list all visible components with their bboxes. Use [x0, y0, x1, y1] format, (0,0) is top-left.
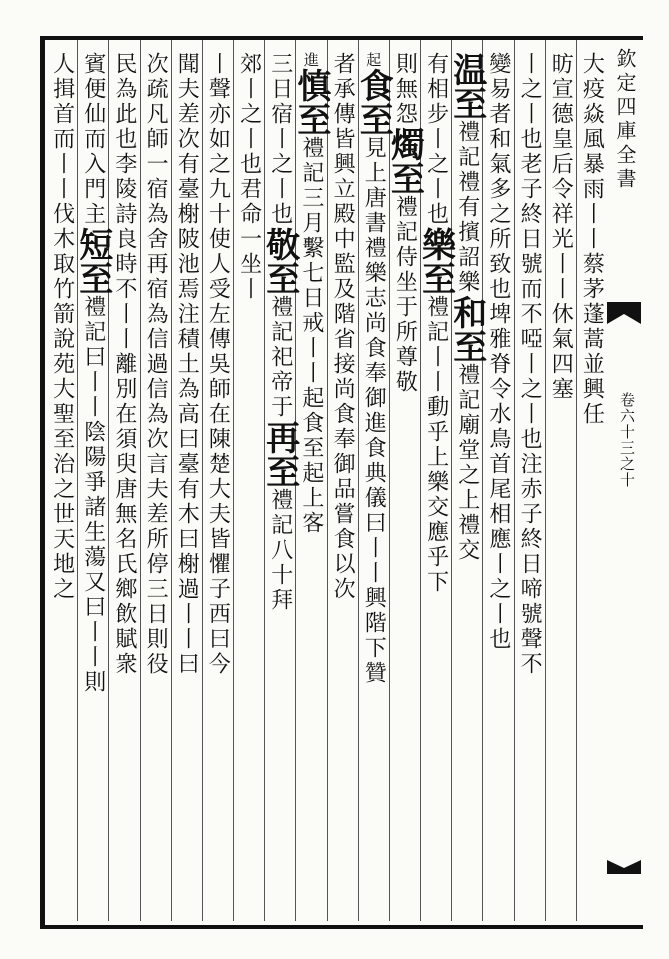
- text-column-c7: [384, 52, 425, 912]
- text-segment: 禮記曰丨丨陰陽爭諸生蕩又曰丨丨則: [80, 295, 106, 695]
- text-segment: 次疏凡師一宿為舍再宿為信過信為次言夫差所停三日則役: [143, 52, 169, 677]
- text-segment: 則無怨: [392, 52, 418, 127]
- text-column-c17: [72, 52, 113, 912]
- text-column-c8: [353, 52, 394, 912]
- text-segment: 賓便仙而入門主: [80, 52, 106, 227]
- text-segment: 有相步丨之丨也: [423, 52, 449, 227]
- headword: 至: [353, 102, 394, 136]
- headword: 至: [446, 86, 487, 120]
- text-segment: 郊丨之丨也: [236, 52, 262, 177]
- text-segment: 君命一坐丨: [236, 177, 262, 302]
- text-segment: 昉宣德皇后令祥光丨丨休氣四塞: [548, 52, 574, 402]
- headword: 至: [290, 102, 331, 136]
- text-segment: 三日宿丨之丨也: [267, 52, 293, 227]
- text-segment: 禮記祀帝于: [267, 295, 293, 420]
- headword: 再: [259, 420, 300, 454]
- headword: 燭: [384, 127, 425, 161]
- text-segment: 民為此也李陵詩良時不丨丨離別在須臾唐無名氏鄉飲賦衆: [111, 52, 137, 677]
- text-segment: 聞夫差次有臺榭陂池焉注積土為高曰臺有木曰榭過丨丨曰: [174, 52, 200, 677]
- text-segment: 變易者和氣多之所致也埤雅脊令水鳥首尾相應丨之丨也: [485, 52, 511, 652]
- headword: 短: [72, 227, 113, 261]
- headword: 慎: [290, 68, 331, 102]
- text-segment: 禮記侍坐于所尊敬: [392, 195, 418, 395]
- headword: 至: [446, 329, 487, 363]
- headword: 敬: [259, 227, 300, 261]
- headword: 至: [72, 261, 113, 295]
- text-segment: 起: [364, 52, 383, 68]
- headword: 食: [353, 68, 394, 102]
- text-segment: 伐木取竹箭說苑大聖至治之世天地之: [49, 202, 75, 602]
- text-column-c13: [200, 52, 234, 912]
- text-segment: 禮記廟堂之上禮交: [454, 363, 480, 563]
- lower-fishtail-mark-icon: [607, 860, 641, 874]
- headword: 和: [446, 295, 487, 329]
- text-segment: 見上唐書禮樂志尚食奉御進食典儀曰丨丨興階下贊: [361, 136, 387, 686]
- headword: 至: [415, 261, 456, 295]
- text-column-c18: [45, 52, 79, 912]
- text-segment: 禮記三月繫七日戒: [298, 136, 324, 336]
- text-segment: 丨之丨也老子終日號而不啞丨之丨也注赤子終日啼號聲不: [517, 52, 543, 677]
- text-column-c3: [512, 52, 546, 912]
- text-column-c1: [574, 52, 608, 912]
- text-segment: 動乎上樂交應乎下: [423, 395, 449, 595]
- text-segment: 大疫焱風暴雨丨丨蔡茅蓬蒿並興任: [579, 52, 605, 427]
- margin-book-title: 欽定四庫全書: [613, 48, 637, 192]
- text-segment: 人揖首而丨丨: [49, 52, 75, 202]
- margin-volume-label: 卷六十三之十: [618, 392, 636, 488]
- text-column-c14: [169, 52, 203, 912]
- text-column-c15: [138, 52, 172, 912]
- headword: 温: [446, 52, 487, 86]
- text-segment: 丨聲亦如之九十使人受左傳吳師在陳楚大夫皆懼子西曰今: [205, 52, 231, 677]
- headword: 至: [259, 454, 300, 488]
- text-column-c4: [481, 52, 515, 912]
- text-column-c5: [446, 52, 487, 912]
- headword: 至: [259, 261, 300, 295]
- text-segment: 禮記禮有擯詔樂: [454, 120, 480, 295]
- text-column-c2: [543, 52, 577, 912]
- text-column-c12: [232, 52, 266, 912]
- text-segment: 丨丨起食至起上客: [298, 336, 324, 536]
- fishtail-mark-icon: [607, 302, 641, 324]
- text-segment: 禮記八十拜: [267, 488, 293, 613]
- headword: 至: [384, 161, 425, 195]
- text-column-c11: [259, 52, 300, 912]
- text-segment: 禮記丨丨: [423, 295, 449, 395]
- text-segment: 者承傳皆興立殿中監及階省接尚食奉御品嘗食以次: [330, 52, 356, 602]
- headword: 樂: [415, 227, 456, 261]
- text-column-c16: [107, 52, 141, 912]
- text-column-c9: [325, 52, 359, 912]
- text-segment: 進: [301, 52, 320, 68]
